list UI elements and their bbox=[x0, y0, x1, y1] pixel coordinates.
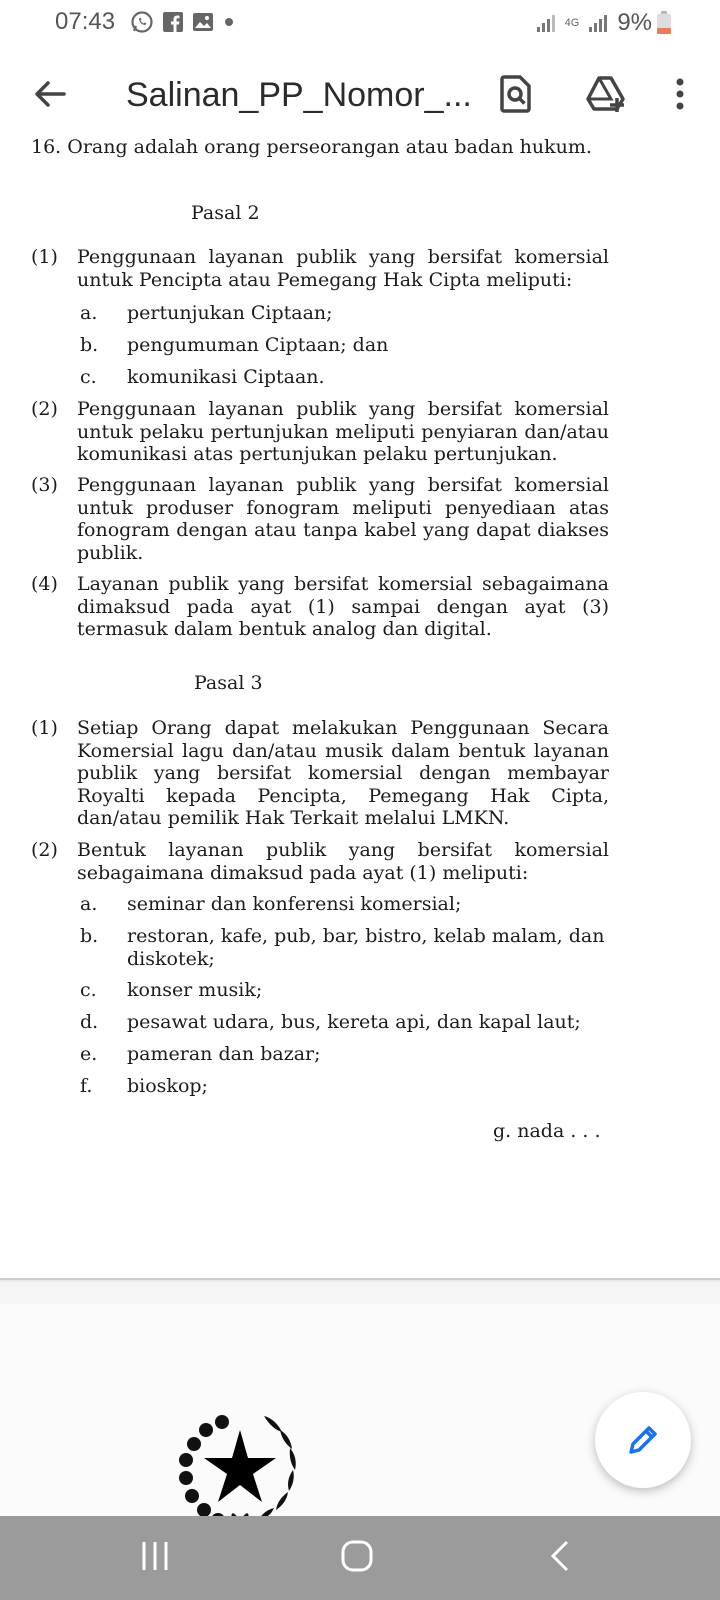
dot-icon bbox=[222, 11, 236, 33]
list-item-label: d. bbox=[80, 1011, 99, 1033]
system-status bbox=[535, 9, 652, 37]
pasal-3-ayat-2-number: (2) bbox=[31, 839, 58, 861]
drive-add-icon bbox=[584, 72, 628, 116]
recents-button[interactable] bbox=[135, 1536, 175, 1576]
battery-percent: 9% bbox=[617, 9, 652, 36]
back-button[interactable] bbox=[28, 72, 72, 116]
pasal-2-ayat-1-number: (1) bbox=[31, 246, 58, 268]
list-item: seminar dan konferensi komersial; bbox=[127, 893, 462, 915]
list-item-label: b. bbox=[80, 925, 99, 947]
arrow-back-icon bbox=[28, 72, 72, 116]
more-vert-icon bbox=[658, 72, 702, 116]
continuation-marker: g. nada . . . bbox=[493, 1120, 601, 1142]
list-item: konser musik; bbox=[127, 979, 263, 1001]
list-item-label: e. bbox=[80, 1043, 98, 1065]
pasal-2-ayat-4: Layanan publik yang bersifat komersial sebagaimana dimaksud pada ayat (1) sampai dengan ayat (3) termasuk dalam bentuk analog dan digital. bbox=[77, 573, 609, 640]
document-page bbox=[0, 136, 720, 1280]
list-item-label: c. bbox=[80, 979, 97, 1001]
signal-icon-2 bbox=[587, 12, 609, 34]
network-type: 4G bbox=[564, 17, 580, 29]
pasal-3-ayat-2: Bentuk layanan publik yang bersifat komersial sebagaimana dimaksud pada ayat (1) meliputi: bbox=[77, 839, 609, 884]
pasal-2-ayat-3-number: (3) bbox=[31, 474, 58, 496]
pasal-2-ayat-4-number: (4) bbox=[31, 573, 58, 595]
document-title: Salinan_PP_Nomor_... bbox=[126, 76, 472, 114]
list-item: pengumuman Ciptaan; dan bbox=[127, 334, 389, 356]
whatsapp-icon bbox=[130, 10, 154, 34]
list-item-label: f. bbox=[80, 1075, 93, 1097]
status-bar bbox=[0, 0, 720, 44]
home-icon bbox=[337, 1536, 377, 1576]
list-item-label: b. bbox=[80, 334, 99, 356]
battery-icon bbox=[656, 11, 672, 35]
page-divider bbox=[0, 1278, 720, 1304]
list-item-label: a. bbox=[80, 302, 98, 324]
signal-icon bbox=[535, 12, 557, 34]
home-button[interactable] bbox=[337, 1536, 377, 1576]
find-in-page-icon bbox=[494, 72, 538, 116]
pasal-2-ayat-2: Penggunaan layanan publik yang bersifat komersial untuk pelaku pertunjukan meliputi penyiaran dan/atau komunikasi atas pertunjukan pelaku pertunjukan. bbox=[77, 398, 609, 465]
pasal-3-heading: Pasal 3 bbox=[194, 672, 263, 694]
list-item-label: a. bbox=[80, 893, 98, 915]
pencil-icon bbox=[623, 1420, 663, 1460]
cut-off-line: 16. Orang adalah orang perseorangan atau badan hukum. bbox=[31, 136, 592, 158]
pasal-3-ayat-1-number: (1) bbox=[31, 717, 58, 739]
list-item: pameran dan bazar; bbox=[127, 1043, 321, 1065]
list-item: bioskop; bbox=[127, 1075, 208, 1097]
notification-icons bbox=[130, 10, 236, 34]
find-in-document-button[interactable] bbox=[494, 72, 538, 116]
list-item-label: c. bbox=[80, 366, 97, 388]
pasal-3-ayat-1: Setiap Orang dapat melakukan Penggunaan Secara Komersial lagu dan/atau musik dalam bentuk layanan publik yang bersifat komersial dengan membayar Royalti kepada Pencipta, Pemegang Hak Cipta, dan/atau pemilik Hak Terkait melalui LMKN. bbox=[77, 717, 609, 829]
pasal-2-ayat-2-number: (2) bbox=[31, 398, 58, 420]
garuda-emblem-icon bbox=[172, 1404, 308, 1534]
pasal-2-heading: Pasal 2 bbox=[191, 202, 260, 224]
chevron-left-icon bbox=[541, 1536, 581, 1576]
status-time: 07:43 bbox=[55, 8, 116, 35]
pasal-2-ayat-3: Penggunaan layanan publik yang bersifat komersial untuk produser fonogram meliputi penyediaan atas fonogram dengan atau tanpa kabel yang dapat diakses publik. bbox=[77, 474, 609, 564]
add-to-drive-button[interactable] bbox=[584, 72, 628, 116]
list-item: restoran, kafe, pub, bar, bistro, kelab malam, dan diskotek; bbox=[127, 925, 605, 970]
edit-fab-button[interactable] bbox=[595, 1392, 691, 1488]
list-item: komunikasi Ciptaan. bbox=[127, 366, 325, 388]
pasal-2-ayat-1: Penggunaan layanan publik yang bersifat komersial untuk Pencipta atau Pemegang Hak Cipta meliputi: bbox=[77, 246, 609, 291]
system-nav-bar bbox=[0, 1516, 720, 1600]
facebook-icon bbox=[162, 11, 184, 33]
more-options-button[interactable] bbox=[658, 72, 702, 116]
list-item: pesawat udara, bus, kereta api, dan kapal laut; bbox=[127, 1011, 581, 1033]
recents-icon bbox=[135, 1536, 175, 1576]
list-item: pertunjukan Ciptaan; bbox=[127, 302, 333, 324]
gallery-icon bbox=[192, 11, 214, 33]
back-nav-button[interactable] bbox=[541, 1536, 581, 1576]
